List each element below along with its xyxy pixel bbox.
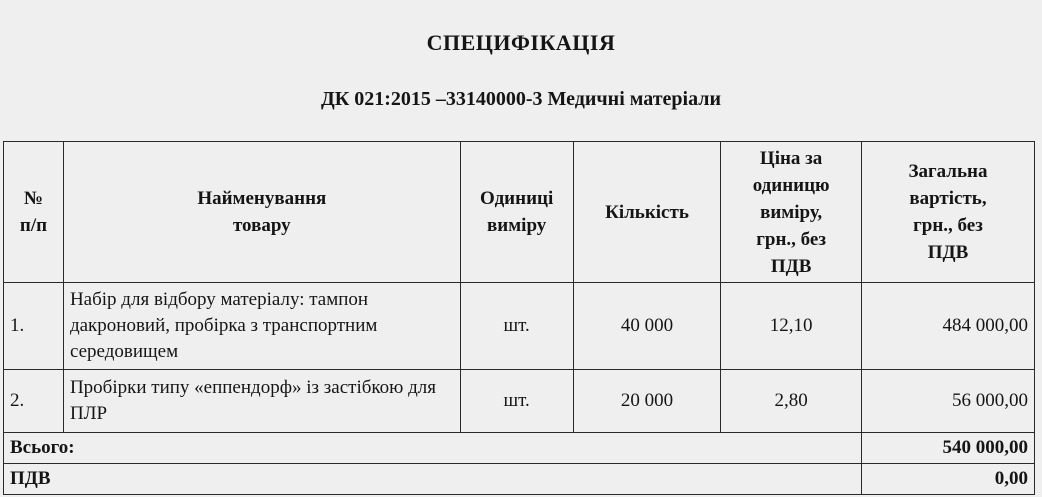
document-subtitle: ДК 021:2015 –33140000-3 Медичні матеріали bbox=[320, 88, 722, 110]
vat-label: ПДВ bbox=[4, 464, 862, 495]
specification-table bbox=[3, 141, 1035, 495]
header-quantity: Кількість bbox=[573, 142, 721, 283]
vat-value: 0,00 bbox=[861, 464, 1034, 495]
table-row bbox=[4, 283, 1035, 370]
header-total: Загальна вартість, грн., без ПДВ bbox=[861, 142, 1034, 283]
total-label: Всього: bbox=[4, 433, 862, 464]
row-name: Пробірки типу «еппендорф» із застібкою для ПЛР bbox=[63, 370, 460, 433]
header-unit: Одиниці виміру bbox=[460, 142, 573, 283]
vat-row bbox=[4, 464, 1035, 495]
header-number: № п/п bbox=[4, 142, 64, 283]
document-title: СПЕЦИФІКАЦІЯ bbox=[426, 30, 616, 55]
row-unit-price: 12,10 bbox=[721, 283, 862, 370]
row-unit-price: 2,80 bbox=[721, 370, 862, 433]
row-total: 484 000,00 bbox=[861, 283, 1034, 370]
row-number: 1. bbox=[4, 283, 64, 370]
total-value: 540 000,00 bbox=[861, 433, 1034, 464]
table-row bbox=[4, 370, 1035, 433]
row-name: Набір для відбору матеріалу: тампон дакроновий, пробірка з транспортним середовищем bbox=[63, 283, 460, 370]
total-row bbox=[4, 433, 1035, 464]
row-quantity: 40 000 bbox=[573, 283, 721, 370]
header-unit-price: Ціна за одиницю виміру, грн., без ПДВ bbox=[721, 142, 862, 283]
row-unit: шт. bbox=[460, 283, 573, 370]
row-total: 56 000,00 bbox=[861, 370, 1034, 433]
row-number: 2. bbox=[4, 370, 64, 433]
header-name: Найменування товару bbox=[63, 142, 460, 283]
row-unit: шт. bbox=[460, 370, 573, 433]
row-quantity: 20 000 bbox=[573, 370, 721, 433]
table-header-row bbox=[4, 142, 1035, 283]
